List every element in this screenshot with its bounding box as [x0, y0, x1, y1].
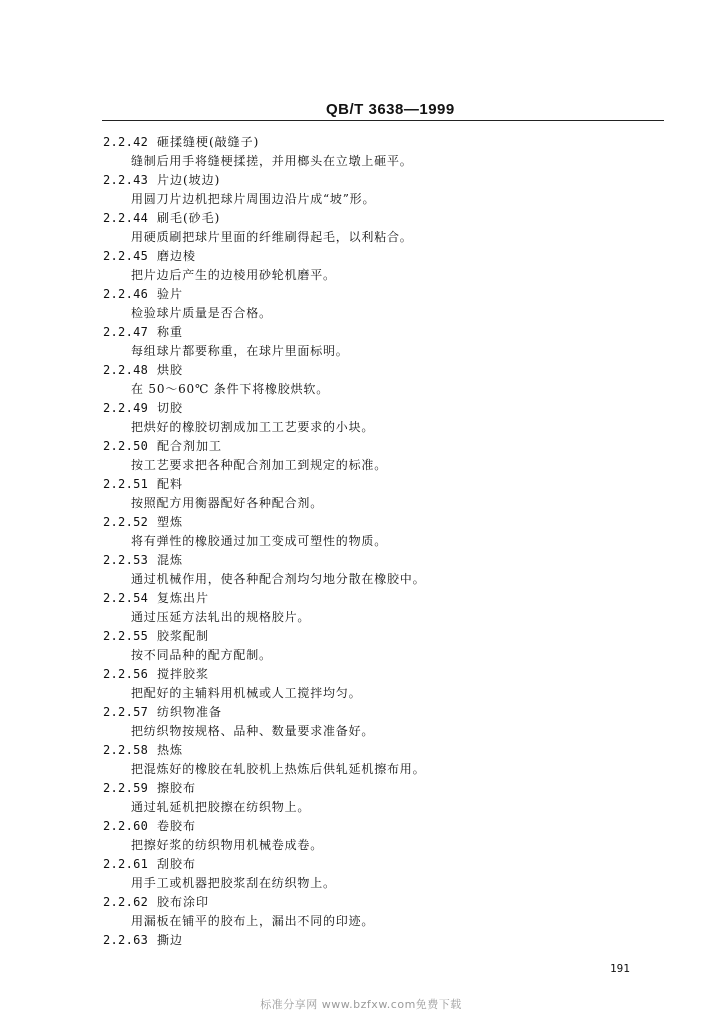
clause-number: 2.2.55 [103, 629, 149, 643]
page-number: 191 [610, 962, 630, 975]
term-definition: 把烘好的橡胶切割成加工工艺要求的小块。 [131, 420, 375, 434]
term-definition: 在 50～60℃ 条件下将橡胶烘软。 [131, 382, 329, 396]
term-title: 卷胶布 [157, 819, 197, 833]
term-title: 胶布涂印 [157, 895, 210, 909]
term-entry [0, 551, 722, 589]
term-entry [0, 399, 722, 437]
clause-number: 2.2.52 [103, 515, 149, 529]
term-title: 复炼出片 [157, 591, 210, 605]
term-entry [0, 285, 722, 323]
clause-number: 2.2.57 [103, 705, 149, 719]
term-title: 烘胶 [157, 363, 184, 377]
term-definition: 通过压延方法轧出的规格胶片。 [131, 610, 311, 624]
term-title: 验片 [157, 287, 184, 301]
clause-number: 2.2.58 [103, 743, 149, 757]
term-definition: 用硬质刷把球片里面的纤维刷得起毛，以利粘合。 [131, 230, 413, 244]
term-definition: 按不同品种的配方配制。 [131, 648, 272, 662]
clause-number: 2.2.60 [103, 819, 149, 833]
term-title: 塑炼 [157, 515, 184, 529]
term-entry [0, 741, 722, 779]
term-entry [0, 589, 722, 627]
header-rule [102, 120, 664, 121]
clause-number: 2.2.54 [103, 591, 149, 605]
term-entry [0, 665, 722, 703]
term-entry [0, 475, 722, 513]
standard-number: QB/T 3638—1999 [326, 101, 455, 118]
term-definition: 按工艺要求把各种配合剂加工到规定的标准。 [131, 458, 388, 472]
term-title: 磨边棱 [157, 249, 197, 263]
clause-number: 2.2.42 [103, 135, 149, 149]
term-definition: 按照配方用衡器配好各种配合剂。 [131, 496, 324, 510]
clause-number: 2.2.47 [103, 325, 149, 339]
term-title: 片边(坡边) [157, 173, 221, 187]
term-title: 胶浆配制 [157, 629, 210, 643]
clause-number: 2.2.45 [103, 249, 149, 263]
clause-number: 2.2.62 [103, 895, 149, 909]
term-entry [0, 437, 722, 475]
term-title: 砸揉缝梗(敲缝子) [157, 135, 260, 149]
term-title: 刷毛(砂毛) [157, 211, 221, 225]
clause-number: 2.2.51 [103, 477, 149, 491]
term-definition: 将有弹性的橡胶通过加工变成可塑性的物质。 [131, 534, 388, 548]
clause-number: 2.2.53 [103, 553, 149, 567]
clause-number: 2.2.50 [103, 439, 149, 453]
term-definition: 用漏板在铺平的胶布上，漏出不同的印迹。 [131, 914, 375, 928]
term-entry [0, 171, 722, 209]
term-definition: 把片边后产生的边棱用砂轮机磨平。 [131, 268, 336, 282]
term-definition: 用圆刀片边机把球片周围边沿片成“坡”形。 [131, 192, 376, 206]
term-title: 称重 [157, 325, 184, 339]
clause-number: 2.2.44 [103, 211, 149, 225]
term-title: 擦胶布 [157, 781, 197, 795]
term-entry [0, 133, 722, 171]
term-entry [0, 893, 722, 931]
term-entry [0, 361, 722, 399]
term-definition: 每组球片都要称重，在球片里面标明。 [131, 344, 349, 358]
page-header [0, 101, 722, 121]
term-title: 刮胶布 [157, 857, 197, 871]
term-title: 纺织物准备 [157, 705, 223, 719]
term-entry [0, 817, 722, 855]
term-title: 切胶 [157, 401, 184, 415]
clause-number: 2.2.48 [103, 363, 149, 377]
term-definition: 把纺织物按规格、品种、数量要求准备好。 [131, 724, 375, 738]
term-title: 热炼 [157, 743, 184, 757]
term-entry [0, 247, 722, 285]
term-entry [0, 513, 722, 551]
term-entry [0, 855, 722, 893]
clause-number: 2.2.46 [103, 287, 149, 301]
term-title: 搅拌胶浆 [157, 667, 210, 681]
term-definition: 缝制后用手将缝梗揉搓，并用榔头在立墩上砸平。 [131, 154, 413, 168]
term-definition: 检验球片质量是否合格。 [131, 306, 272, 320]
watermark-text: 标准分享网 www.bzfxw.com免费下载 [260, 998, 462, 1011]
term-entry [0, 627, 722, 665]
term-title: 撕边 [157, 933, 184, 947]
term-definition: 通过轧延机把胶擦在纺织物上。 [131, 800, 311, 814]
clause-number: 2.2.59 [103, 781, 149, 795]
term-definition: 把配好的主辅料用机械或人工搅拌均匀。 [131, 686, 362, 700]
clause-number: 2.2.61 [103, 857, 149, 871]
term-entry [0, 323, 722, 361]
term-entry [0, 703, 722, 741]
clause-number: 2.2.49 [103, 401, 149, 415]
term-title: 配料 [157, 477, 184, 491]
term-definition: 用手工或机器把胶浆刮在纺织物上。 [131, 876, 336, 890]
term-definition: 通过机械作用，使各种配合剂均匀地分散在橡胶中。 [131, 572, 426, 586]
clause-number: 2.2.43 [103, 173, 149, 187]
term-title: 配合剂加工 [157, 439, 223, 453]
term-entry [0, 209, 722, 247]
term-title: 混炼 [157, 553, 184, 567]
term-entry [0, 779, 722, 817]
term-list [0, 133, 722, 969]
clause-number: 2.2.63 [103, 933, 149, 947]
clause-number: 2.2.56 [103, 667, 149, 681]
term-definition: 把擦好浆的纺织物用机械卷成卷。 [131, 838, 324, 852]
term-definition: 把混炼好的橡胶在轧胶机上热炼后供轧延机擦布用。 [131, 762, 426, 776]
